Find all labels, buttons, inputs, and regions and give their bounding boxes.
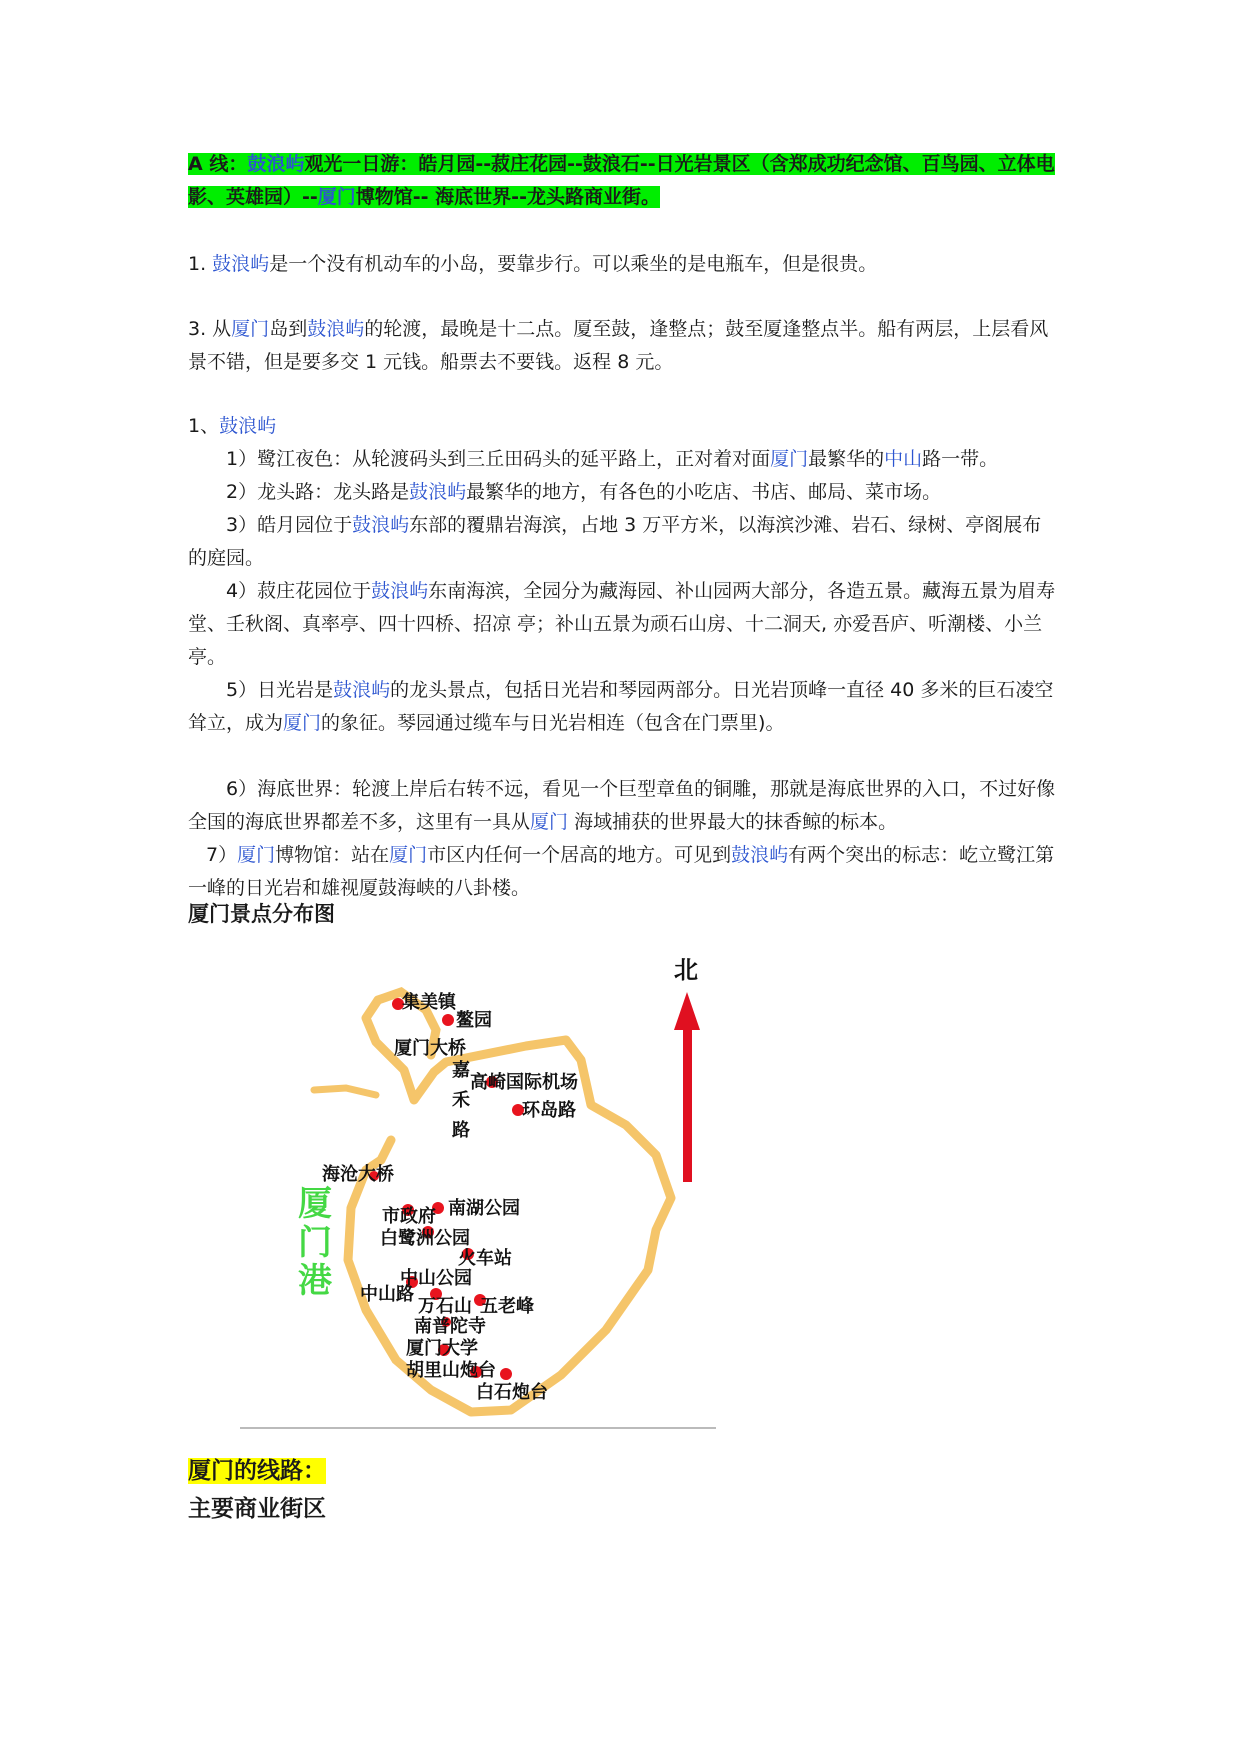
item-5-text-c: 的象征。琴园通过缆车与日光岩相连（包含在门票里)。 (321, 712, 785, 734)
item-1-text-b: 最繁华的 (808, 448, 885, 470)
route-a-text-2: 博物馆-- 海底世界--龙头路商业街。 (355, 186, 660, 208)
item-7 (188, 839, 1058, 905)
label-xmu: 厦门大学 (406, 1338, 478, 1359)
section-heading (188, 410, 1058, 443)
item-2-text-a: 2）龙头路：龙头路是 (226, 481, 410, 503)
link-gulangyu[interactable]: 鼓浪屿 (307, 318, 365, 340)
label-huandao: 环岛路 (522, 1100, 576, 1121)
dot-baishi[interactable] (500, 1368, 512, 1380)
label-zhongshanlu: 中山路 (360, 1284, 414, 1305)
xiamen-map (226, 930, 746, 1450)
label-bailuzhou: 白鹭洲公园 (380, 1228, 470, 1249)
item-2 (188, 476, 1058, 509)
link-gulangyu[interactable]: 鼓浪屿 (333, 679, 391, 701)
north-arrow-shaft (683, 1022, 692, 1182)
label-bridge: 厦门大桥 (394, 1038, 466, 1059)
link-zhongshan[interactable]: 中山 (884, 448, 923, 470)
note-1-text: 是一个没有机动车的小岛，要靠步行。可以乘坐的是电瓶车，但是很贵。 (269, 253, 878, 275)
link-gulangyu[interactable]: 鼓浪屿 (352, 514, 410, 536)
routes-heading (188, 1452, 326, 1485)
item-6-text-a: 6）海底世界：轮渡上岸后右转不远，看见一个巨型章鱼的铜雕，那就是海底世界的入口，不过好像全国的海底世界都差不多，这里有一具从 (188, 778, 1056, 833)
note-3-text-1: 岛到 (269, 318, 308, 340)
link-xiamen[interactable]: 厦门 (530, 811, 569, 833)
harbor-label-1: 厦 (298, 1184, 332, 1224)
link-xiamen[interactable]: 厦门 (389, 844, 428, 866)
item-4-text-b: 东南海滨，全园分为藏海园、补山园两大部分，各造五景。藏海五景为眉寿堂、壬秋阁、真率亭、四十四桥、招凉 亭；补山五景为顽石山房、十二洞天, 亦爱吾庐、听潮楼、小兰亭。 (188, 580, 1056, 668)
commerce-heading: 主要商业街区 (188, 1496, 326, 1522)
item-3-text-b: 东部的覆鼎岩海滨，占地 3 万平方米，以海滨沙滩、岩石、绿树、亭阁展布的庭园。 (188, 514, 1042, 569)
label-airport: 高崎国际机场 (470, 1072, 578, 1093)
link-gulangyu[interactable]: 鼓浪屿 (731, 844, 789, 866)
label-jia: 嘉 (452, 1060, 470, 1081)
item-1-text-a: 1）鹭江夜色：从轮渡码头到三丘田码头的延平路上，正对着对面 (226, 448, 771, 470)
item-4 (188, 575, 1058, 674)
label-nanputuo: 南普陀寺 (414, 1316, 486, 1337)
routes-heading-text: 厦门的线路： (188, 1458, 326, 1484)
label-station: 火车站 (458, 1248, 512, 1269)
label-hulishan: 胡里山炮台 (406, 1360, 496, 1381)
label-he: 禾 (452, 1090, 470, 1111)
item-2-text-b: 最繁华的地方，有各色的小吃店、书店、邮局、菜市场。 (466, 481, 942, 503)
link-xiamen[interactable]: 厦门 (237, 844, 276, 866)
note-1-num: 1. (188, 253, 213, 275)
link-gulangyu[interactable]: 鼓浪屿 (409, 481, 467, 503)
label-zhongshanpark: 中山公园 (400, 1268, 472, 1289)
harbor-label-3: 港 (298, 1261, 332, 1301)
note-3-num: 3. 从 (188, 318, 232, 340)
label-wulao: 五老峰 (480, 1296, 534, 1317)
item-7-text-c: 市区内任何一个居高的地方。可见到 (427, 844, 732, 866)
north-label: 北 (674, 956, 698, 984)
link-gulangyu[interactable]: 鼓浪屿 (371, 580, 429, 602)
item-3-text-a: 3）皓月园位于 (226, 514, 353, 536)
label-lu: 路 (452, 1120, 470, 1141)
item-3 (188, 509, 1058, 575)
link-xiamen[interactable]: 厦门 (317, 186, 356, 208)
label-shizhengfu: 市政府 (382, 1206, 436, 1227)
harbor-label-2: 门 (298, 1223, 332, 1263)
link-gulangyu[interactable]: 鼓浪屿 (247, 153, 305, 175)
item-6 (188, 773, 1058, 839)
link-gulangyu[interactable]: 鼓浪屿 (219, 415, 277, 437)
item-6-text-b: 海域捕获的世界最大的抹香鲸的标本。 (568, 811, 898, 833)
label-nanhu: 南湖公园 (448, 1198, 520, 1219)
note-3-text-2: 的轮渡，最晚是十二点。厦至鼓，逢整点；鼓至厦逢整点半。船有两层，上层看风景不错，但是要多交 1 元钱。船票去不要钱。返程 8 元。 (188, 318, 1049, 373)
link-xiamen[interactable]: 厦门 (231, 318, 270, 340)
item-5-text-a: 5）日光岩是 (226, 679, 334, 701)
label-haicang: 海沧大桥 (322, 1164, 394, 1185)
map-heading: 厦门景点分布图 (188, 902, 335, 926)
item-7-text-a: 7） (206, 844, 238, 866)
section-gulangyu (188, 410, 1058, 905)
note-1 (188, 248, 877, 281)
item-5 (188, 674, 1058, 740)
item-5-text-b: 的龙头景点，包括日光岩和琴园两部分。日光岩顶峰一直径 40 多米的巨石凌空耸立，成为 (188, 679, 1054, 734)
label-aoyuan: 鳌园 (456, 1010, 492, 1031)
route-a-prefix: A 线： (188, 153, 248, 175)
item-7-text-d: 有两个突出的标志：屹立鹭江第一峰的日光岩和雄视厦鼓海峡的八卦楼。 (188, 844, 1055, 899)
label-wanshi: 万石山 (418, 1296, 472, 1317)
link-gulangyu[interactable]: 鼓浪屿 (212, 253, 270, 275)
haicang-route (314, 1088, 376, 1095)
item-7-text-b: 博物馆：站在 (275, 844, 390, 866)
north-arrow-head (674, 992, 700, 1030)
route-a-title (188, 148, 1058, 214)
section-heading-num: 1、 (188, 415, 220, 437)
label-jimei: 集美镇 (402, 992, 456, 1013)
item-1 (188, 443, 1058, 476)
route-a-text-1: 观光一日游：皓月园--菽庄花园--鼓浪石--日光岩景区（含郑成功纪念馆、百鸟园、立体电影、英雄园）-- (188, 153, 1055, 208)
link-xiamen[interactable]: 厦门 (770, 448, 809, 470)
item-4-text-a: 4）菽庄花园位于 (226, 580, 372, 602)
note-3 (188, 313, 1058, 379)
link-xiamen[interactable]: 厦门 (283, 712, 322, 734)
dot-aoyuan[interactable] (442, 1014, 454, 1026)
label-baishi: 白石炮台 (476, 1382, 548, 1403)
item-1-text-c: 路一带。 (922, 448, 999, 470)
